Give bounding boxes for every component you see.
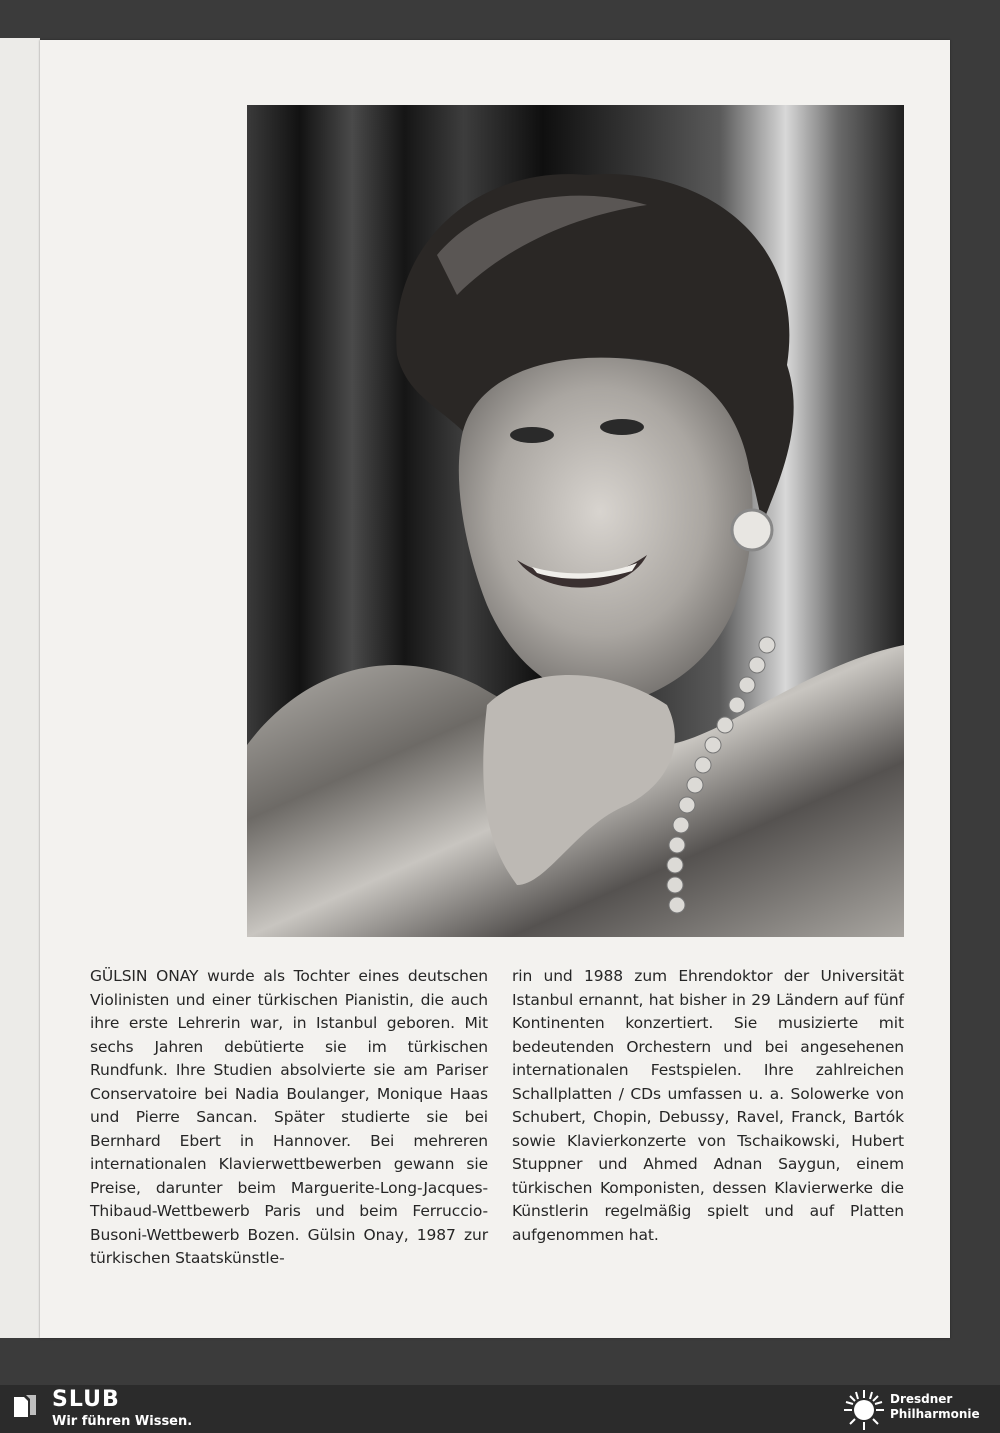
bio-column-2: rin und 1988 zum Ehrendoktor der Universität Istanbul ernannt, hat bisher in 29 Ländern auf fünf Kontinenten konzertiert. Sie musizierte mit bedeutenden Orchestern und bei angesehenen internationalen Festspielen. Ihre zahlreichen Schallplatten / CDs umfassen u. a. Solowerke von Schubert, Chopin, Debussy, Ravel, Franck, Bartók sowie Klavierkonzerte von Tschaikowski, Hubert Stuppner und Ahmed Adnan Saygun, einem türkischen Komponisten, dessen Klavierwerke die Künstlerin regelmäßig spielt und auf Platten aufgenommen hat. [512, 967, 904, 1244]
partner-line-1: Dresdner [890, 1392, 953, 1406]
dresdner-philharmonie-logo-icon [842, 1388, 886, 1432]
portrait-photo [247, 105, 904, 937]
program-page [40, 40, 950, 1338]
facing-page-edge [0, 38, 40, 1338]
bio-column-1: GÜLSIN ONAY wurde als Tochter eines deutschen Violinisten und einer türkischen Pianistin, die auch ihre erste Lehrerin war, in Istanbul geboren. Mit sechs Jahren debütierte sie im türkischen Rundfunk. Ihre Studien absolvierte sie am Pariser Conservatoire bei Nadia Boulanger, Monique Haas und Pierre Sancan. Später studierte sie bei Bernhard Ebert in Hannover. Bei mehreren internationalen Klavierwettbewerben gewann sie Preise, darunter beim Marguerite-Long-Jacques-Thibaud-Wettbewerb Paris und beim Ferruccio-Busoni-Wettbewerb Bozen. Gülsin Onay, 1987 zur türkischen Staatskünstle- [90, 967, 488, 1267]
partner-line-2: Philharmonie [890, 1407, 980, 1421]
slub-tagline: Wir führen Wissen. [52, 1414, 193, 1429]
slub-logo-icon [10, 1391, 40, 1421]
slub-name: SLUB [52, 1387, 120, 1412]
dresdner-philharmonie-name [890, 1392, 998, 1422]
